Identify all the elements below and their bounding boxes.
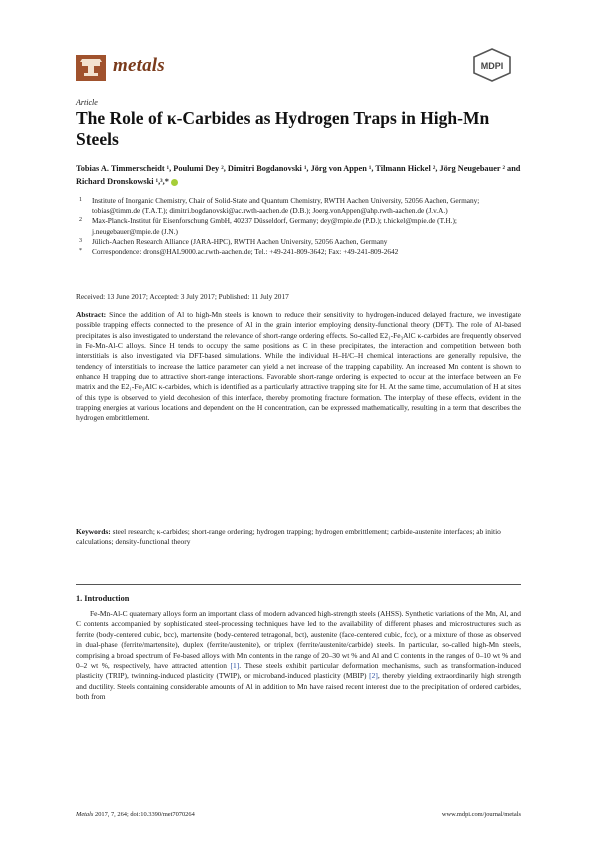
section-divider — [76, 584, 521, 585]
orcid-icon[interactable] — [171, 179, 178, 186]
article-type: Article — [76, 98, 98, 107]
abstract — [76, 310, 521, 424]
mdpi-logo-text: MDPI — [480, 61, 504, 71]
section-heading: 1. Introduction — [76, 594, 130, 603]
keywords — [76, 527, 521, 548]
citation-link[interactable]: [1] — [230, 661, 240, 671]
footer-url[interactable]: www.mdpi.com/journal/metals — [441, 811, 521, 818]
author-list — [76, 162, 521, 188]
abstract-label: Abstract: — [76, 310, 107, 319]
affiliation-3: 3 Jülich-Aachen Research Alliance (JARA-HPC), RWTH Aachen University, 52056 Aachen, Germany — [79, 236, 388, 246]
publication-dates: Received: 13 June 2017; Accepted: 3 July 2017; Published: 11 July 2017 — [76, 292, 289, 301]
mdpi-logo-icon — [472, 48, 512, 82]
footer-citation: Metals 2017, 7, 264; doi:10.3390/met7070264 — [76, 811, 195, 818]
journal-name: metals — [113, 55, 165, 76]
paper-title: The Role of κ-Carbides as Hydrogen Traps in High-Mn Steels — [76, 108, 490, 149]
correspondence: * Correspondence: drons@HAL9000.ac.rwth-aachen.de; Tel.: +49-241-809-3642; Fax: +49-241-809-2642 — [79, 247, 399, 257]
affiliation-1: 1 Institute of Inorganic Chemistry, Chair of Solid-State and Quantum Chemistry, RWTH Aachen University, 52056 Aachen, Germany; tobias@timm.de (T.A.T.); dimitri.bogdanovski@ac.rwth-aachen.de (D.B.); Joerg.vonAppen@ahp.rwth-aachen.de (J.v.A.) — [79, 196, 480, 216]
intro-paragraph: Fe-Mn-Al-C quaternary alloys form an important class of modern advanced high-strength steels (AHSS). Synthetic variations of the Mn, Al, and C contents accompanied by sophisticated steel-processing techniques have led to the availability of different phases and microstructures such as ferrite (body-centered cubic, bcc), martensite (body-centered tetragonal, bct), austenite (face-centered cubic, fcc), or a mixture of those as observed in dual-phase (ferrite/martensite), duplex (ferrite/austenite), or triplex (ferrite/austenite/carbide) steels. In particular, so-called high-Mn steels, comprising a broad spectrum of Fe-based alloys with Mn contents in the range of 20–30 wt % and Al and C contents in the ranges of 0–10 wt % and 0–2 wt %, respectively, have attracted attention [1]. These steels exhibit particular deformation mechanisms, such as transformation-induced plasticity (TRIP), twinning-induced plasticity (TWIP), or microband-induced plasticity (MBIP) [2], thereby yielding extraordinarily high strength and ductility. Steels containing considerable amounts of Al in addition to Mn have raised recent interest due to the precipitation of ordered carbides, both from — [76, 609, 521, 702]
abstract-text: Since the addition of Al to high-Mn steels is known to reduce their sensitivity to hydrogen-induced delayed fracture, we investigate possible trapping effects connected to the presence of Al in the grain interior employing density-functional theory (DFT). The role of Al-based precipitates is also investigated to understand the relevance of short-range ordering effects. So-called E2₁-Fe₃AlC κ-carbides are frequently observed in Fe-Mn-Al-C alloys. Since H tends to occupy the same positions as C in these precipitates, the interaction and competition between both interstitials is also investigated via DFT-based simulations. While the individual H–H/C–H chemical interactions are generally repulsive, the tendency of interstitials to increase the lattice parameter can yield a net increase of the trapping capability. An increased Mn content is shown to enhance H trapping due to attractive short-range interactions. Favorable short-range ordering is expected to occur at the interface between an Fe matrix and the E2₁-Fe₃AlC κ-carbides, which is identified as a particularly attractive trapping site for H. At the same time, accumulation of H at sites of this type is observed to yield decohesion of this interface, thereby promoting fracture formation. The interplay of these effects, evident in the trapping energies at various locations and dependent on the H concentration, can be expressed mathematically, resulting in a term that describes the hydrogen embrittlement. — [76, 310, 521, 423]
authors-text: Tobias A. Timmerscheidt ¹, Poulumi Dey ², Dimitri Bogdanovski ¹, Jörg von Appen ¹, Tilmann Hickel ², Jörg Neugebauer ² and Richard Dronskowski ¹,³,* — [76, 164, 521, 186]
citation-link[interactable]: [2] — [369, 671, 378, 681]
keywords-label: Keywords: — [76, 527, 111, 536]
affiliation-2: 2 Max-Planck-Institut für Eisenforschung GmbH, 40237 Düsseldorf, Germany; dey@mpie.de (P.D.); t.hickel@mpie.de (T.H.); j.neugebauer@mpie.de (J.N.) — [79, 216, 457, 236]
affiliations — [76, 196, 521, 257]
journal-logo-icon — [76, 55, 106, 81]
keywords-text: steel research; κ-carbides; short-range ordering; hydrogen trapping; hydrogen embrittlement; carbide-austenite interfaces; ab initio calculations; density-functional theory — [76, 527, 501, 547]
